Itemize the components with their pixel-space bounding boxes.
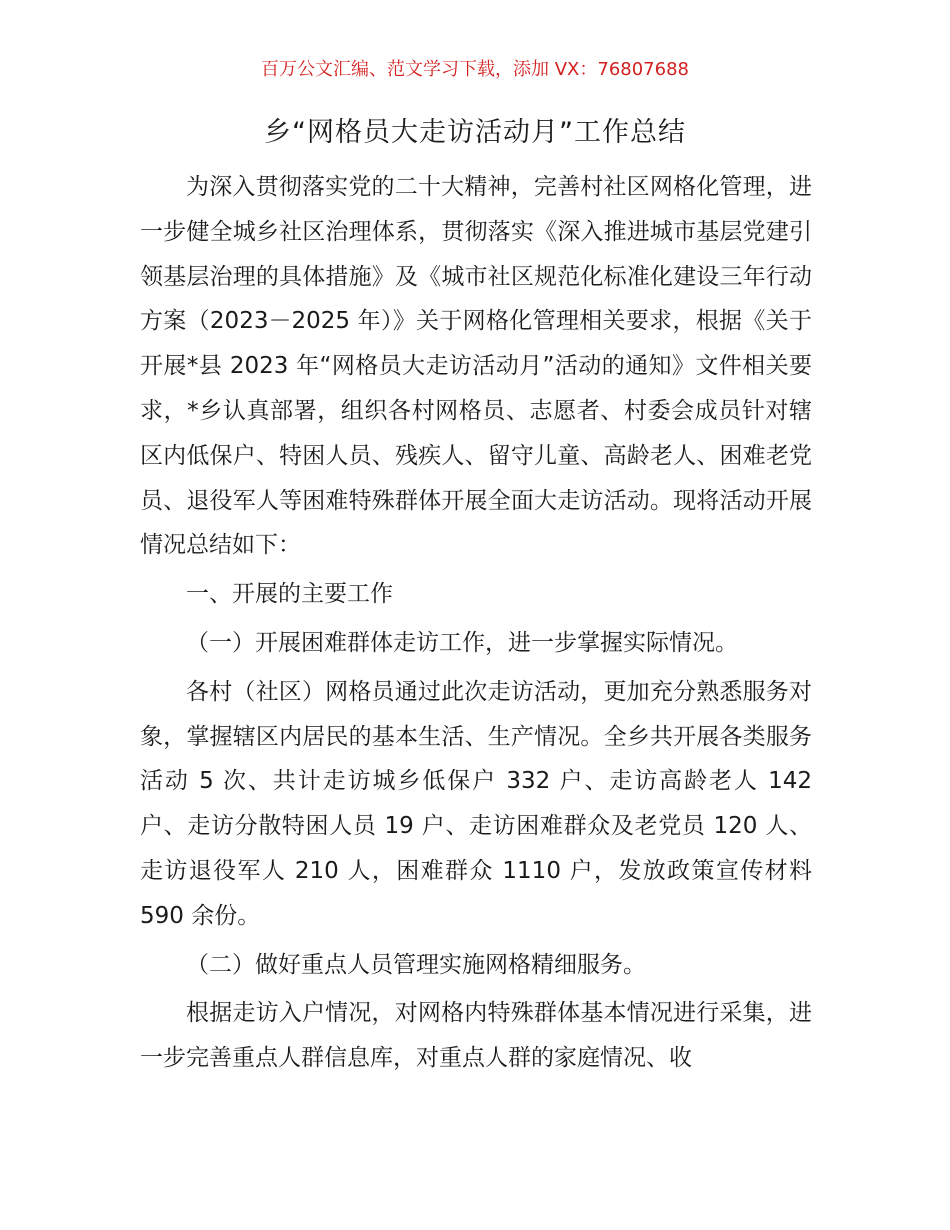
subsection-heading-1: （一）开展困难群体走访工作，进一步掌握实际情况。 (186, 629, 738, 656)
intro-paragraph: 为深入贯彻落实党的二十大精神，完善村社区网格化管理，进一步健全城乡社区治理体系，贯彻落实《深入推进城市基层党建引领基层治理的具体措施》及《城市社区规范化标准化建设三年行动方案（2023－2025 年）》关于网格化管理相关要求，根据《关于开展*县 2023 年“网格员大走访活动月”活动的通知》文件相关要求，*乡认真部署，组织各村网格员、志愿者、村委会成员针对辖区内低保户、特困人员、残疾人、留守儿童、高龄老人、困难老党员、退役军人等困难特殊群体开展全面大走访活动。现将活动开展情况总结如下： (140, 174, 812, 559)
download-banner: 百万公文汇编、范文学习下载，添加 VX：76807688 (261, 59, 689, 80)
subsection-heading-2: （二）做好重点人员管理实施网格精细服务。 (186, 951, 646, 978)
section-heading-1: 一、开展的主要工作 (186, 581, 393, 608)
subsection-1-paragraph: 各村（社区）网格员通过此次走访活动，更加充分熟悉服务对象，掌握辖区内居民的基本生活、生产情况。全乡共开展各类服务活动 5 次、共计走访城乡低保户 332 户、走访高龄老人 142 户、走访分散特困人员 19 户、走访困难群众及老党员 120 人、走访退役军人 210 人，困难群众 1110 户，发放政策宣传材料 590 余份。 (140, 678, 812, 929)
subsection-2-paragraph: 根据走访入户情况，对网格内特殊群体基本情况进行采集，进一步完善重点人群信息库，对重点人群的家庭情况、收 (140, 1000, 812, 1072)
document-body (140, 165, 812, 1081)
document-title: 乡“网格员大走访活动月”工作总结 (264, 117, 686, 148)
